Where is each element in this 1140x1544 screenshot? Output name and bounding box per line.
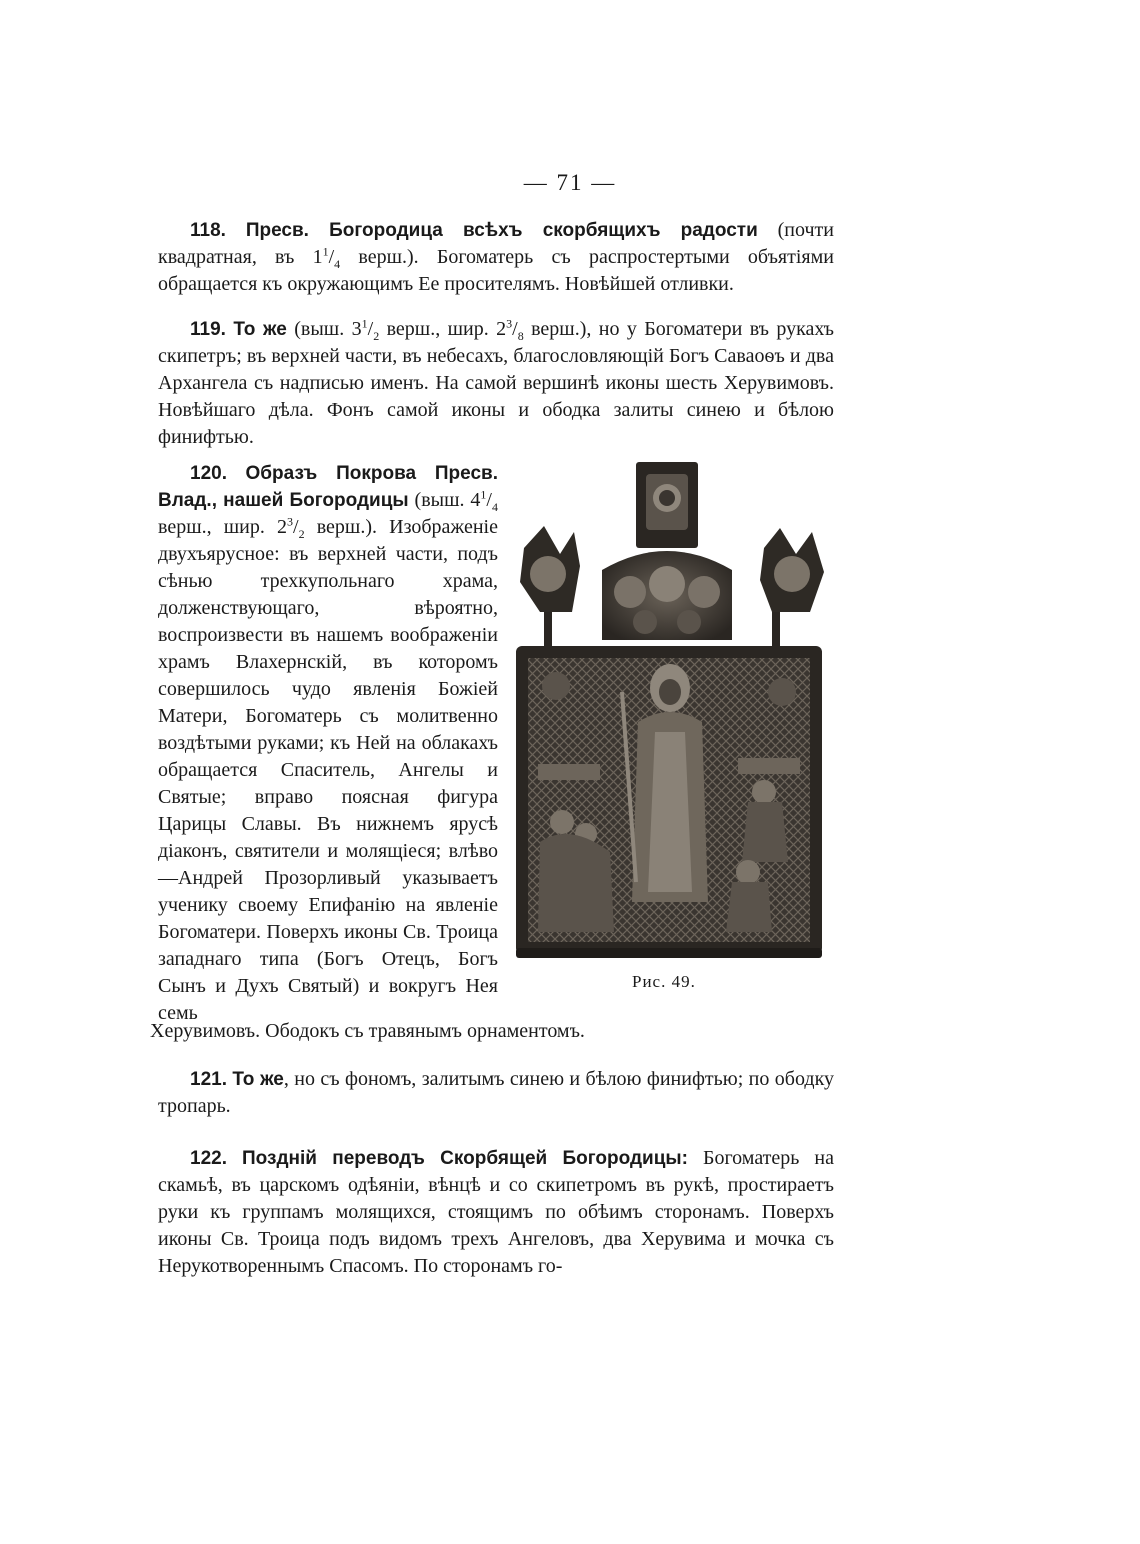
fraction-numerator: 1 <box>361 316 368 331</box>
fraction-numerator: 3 <box>506 316 513 331</box>
entry-number: 119. <box>190 319 226 340</box>
fraction-denominator: 4 <box>491 500 498 514</box>
fraction-denominator: 2 <box>373 329 380 343</box>
left-cherub <box>520 526 580 648</box>
entry-122 <box>158 1145 834 1280</box>
fraction-denominator: 8 <box>517 329 524 343</box>
entry-text: верш.). Богоматерь съ распростертыми объятіями обращается къ окружающимъ Ее просителямъ. Новѣйшей отливки. <box>158 246 834 295</box>
entry-119: 119. То же (выш. $3^1/_2$ верш., шир. $2^3/_8$ верш.), но у Богоматери въ рукахъ скипетръ; въ верхней части, въ небесахъ, благословляющій Богъ Саваоѳъ и два Архангела съ надписью именъ. На самой вершинѣ иконы шесть Херувимовъ. Новѣйшаго дѣла. Фонъ самой иконы и ободка залиты синею и бѣлою финифтью. <box>158 316 835 448</box>
entry-text: верш.), но у Богоматери въ рукахъ скипетръ; въ верхней части, въ небесахъ, благословляющій Богъ Саваоѳъ и два Архангела съ надписью именъ. На самой вершинѣ иконы шесть Херувимовъ. Новѣйшаго дѣла. Фонъ самой иконы и ободка залиты синею и бѣлою финифтью. <box>158 318 835 448</box>
entry-title: Образъ Покрова Пресв. Влад., нашей Богородицы <box>158 463 498 511</box>
fraction-denominator: 2 <box>298 527 305 541</box>
entry-title: Пресв. Богородица всѣхъ скорбящихъ радости <box>245 220 758 241</box>
figure-caption: Рис. 49. <box>632 972 696 991</box>
fraction-numerator: 3 <box>287 514 294 529</box>
entry-text: Богоматерь на скамьѣ, въ царскомъ одѣяніи, вѣнцѣ и со скипетромъ въ рукѣ, простираетъ руки къ группамъ молящихся, стоящимъ по обѣимъ сторонамъ. Поверхъ иконы Св. Троица подъ видомъ трехъ Ангеловъ, два Херувима и мочка съ Нерукотвореннымъ Спасомъ. По сторонамъ го- <box>158 1147 835 1277</box>
page-number: — 71 — <box>523 170 617 195</box>
entry-text: верш., шир. 2 <box>158 516 288 538</box>
icon-photo-svg <box>510 462 832 962</box>
entry-120: 120. Образъ Покрова Пресв. Влад., нашей Богородицы (выш. $4^1/_4$ верш., шир. $2^3/_2$ верш.). Изображеніе двухъярусное: въ верхней части, подъ сѣнью трехкупольнаго храма, долженствующаго, вѣроятно, воспроизвести въ нашемъ воображеніи храмъ Влахернскій, въ которомъ совершилось чудо явленія Божіей Матери, Богоматерь съ молитвенно воздѣтыми руками; къ Ней на облакахъ обращается Спаситель, Ангелы и Святые; вправо поясная фигура Царицы Славы. Въ нижнемъ ярусѣ діаконъ, святители и молящіеся; влѣво—Андрей Прозорливый указываетъ ученику своему Епифанію на явленіе Богоматери. Поверхъ иконы Св. Троица западнаго типа (Богъ Отецъ, Богъ Сынъ и Духъ Святый) и вокругъ Нея семь <box>158 463 498 1024</box>
entry-text: , но съ фономъ, залитымъ синею и бѣлою финифтью; по ободку тропарь. <box>158 1068 835 1117</box>
entry-120-last-line: Херувимовъ. Ободокъ съ травянымъ орнаментомъ. <box>150 1020 585 1042</box>
entry-text: (выш. 3 <box>286 318 362 340</box>
entry-text: верш., шир. 2 <box>379 318 507 340</box>
entry-number: 118. <box>190 220 226 241</box>
entry-number: 120. <box>190 463 227 484</box>
icon-photograph <box>510 462 832 962</box>
entry-number: 122. <box>190 1148 227 1169</box>
entry-title: То же <box>233 319 287 340</box>
entry-text: (выш. 4 <box>408 489 481 511</box>
fraction-denominator: 4 <box>334 257 341 271</box>
right-cherub <box>760 528 824 648</box>
entry-title: То же <box>232 1069 284 1090</box>
entry-118: 118. Пресв. Богородица всѣхъ скорбящихъ радости (почти квадратная, въ $1^1/_4$ верш.). Богоматерь съ распростертыми объятіями обращается къ окружающимъ Ее просителямъ. Новѣйшей отливки. <box>158 219 834 295</box>
fraction-numerator: 1 <box>322 244 329 259</box>
entry-number: 121. <box>190 1069 227 1090</box>
entry-title: Поздній переводъ Скорбящей Богородицы: <box>242 1148 688 1169</box>
fraction-numerator: 1 <box>480 487 487 502</box>
entry-text: верш.). Изображеніе двухъярусное: въ верхней части, подъ сѣнью трехкупольнаго храма, долженствующаго, вѣроятно, воспроизвести въ нашемъ воображеніи храмъ Влахернскій, въ которомъ совершилось чудо явленія Божіей Матери, Богоматерь съ молитвенно воздѣтыми руками; къ Ней на облакахъ обращается Спаситель, Ангелы и Святые; вправо поясная фигура Царицы Славы. Въ нижнемъ ярусѣ діаконъ, святители и молящіеся; влѣво—Андрей Прозорливый указываетъ ученику своему Епифанію на явленіе Богоматери. Поверхъ иконы Св. Троица западнаго типа (Богъ Отецъ, Богъ Сынъ и Духъ Святый) и вокругъ Нея семь <box>158 516 498 1024</box>
entry-121 <box>158 1066 834 1120</box>
entry-text: (почти квадратная, въ 1 <box>158 219 834 268</box>
